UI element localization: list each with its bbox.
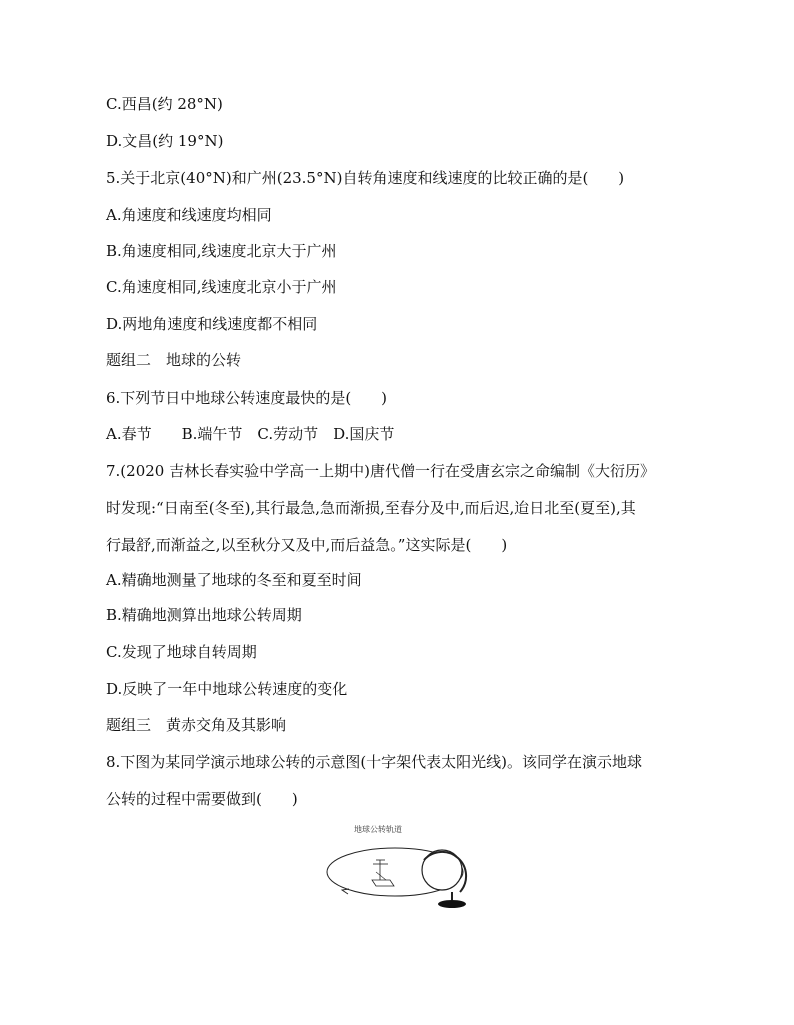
question-7-stem-line-2: 时发现:“日南至(冬至),其行最急,急而渐损,至春分及中,而后迟,迨日北至(夏至),其 bbox=[106, 499, 636, 517]
earth-orbit-demo-figure bbox=[320, 820, 490, 910]
question-5-option-d: D.两地角速度和线速度都不相同 bbox=[106, 315, 318, 333]
question-6-options: A.春节 B.端午节 C.劳动节 D.国庆节 bbox=[106, 425, 395, 443]
earth-orbit-demo-svg bbox=[320, 820, 490, 910]
option-d-wenchang: D.文昌(约 19°N) bbox=[106, 132, 224, 150]
question-8-stem-line-2: 公转的过程中需要做到( ) bbox=[106, 790, 298, 808]
section-heading-group-2: 题组二 地球的公转 bbox=[106, 351, 242, 369]
question-8-stem-line-1: 8.下图为某同学演示地球公转的示意图(十字架代表太阳光线)。该同学在演示地球 bbox=[106, 753, 643, 771]
question-7-option-c: C.发现了地球自转周期 bbox=[106, 643, 257, 661]
option-c-xichang: C.西昌(约 28°N) bbox=[106, 95, 223, 113]
question-5-option-b: B.角速度相同,线速度北京大于广州 bbox=[106, 242, 337, 260]
question-7-option-b: B.精确地测算出地球公转周期 bbox=[106, 606, 302, 624]
question-7-option-a: A.精确地测量了地球的冬至和夏至时间 bbox=[106, 571, 362, 589]
cross-stand-icon bbox=[372, 860, 394, 886]
question-5-stem: 5.关于北京(40°N)和广州(23.5°N)自转角速度和线速度的比较正确的是( ) bbox=[106, 169, 625, 187]
section-heading-group-3: 题组三 黄赤交角及其影响 bbox=[106, 716, 287, 734]
question-7-option-d: D.反映了一年中地球公转速度的变化 bbox=[106, 680, 348, 698]
question-6-stem: 6.下列节日中地球公转速度最快的是( ) bbox=[106, 389, 388, 407]
question-5-option-c: C.角速度相同,线速度北京小于广州 bbox=[106, 278, 337, 296]
question-7-stem-line-3: 行最舒,而渐益之,以至秋分又及中,而后益急。”这实际是( ) bbox=[106, 536, 508, 554]
globe-icon bbox=[422, 850, 466, 908]
question-7-stem-line-1: 7.(2020 吉林长春实验中学高一上期中)唐代僧一行在受唐玄宗之命编制《大衍历》 bbox=[106, 462, 655, 480]
orbit-label: 地球公转轨道 bbox=[354, 825, 402, 834]
question-5-option-a: A.角速度和线速度均相同 bbox=[106, 206, 272, 224]
